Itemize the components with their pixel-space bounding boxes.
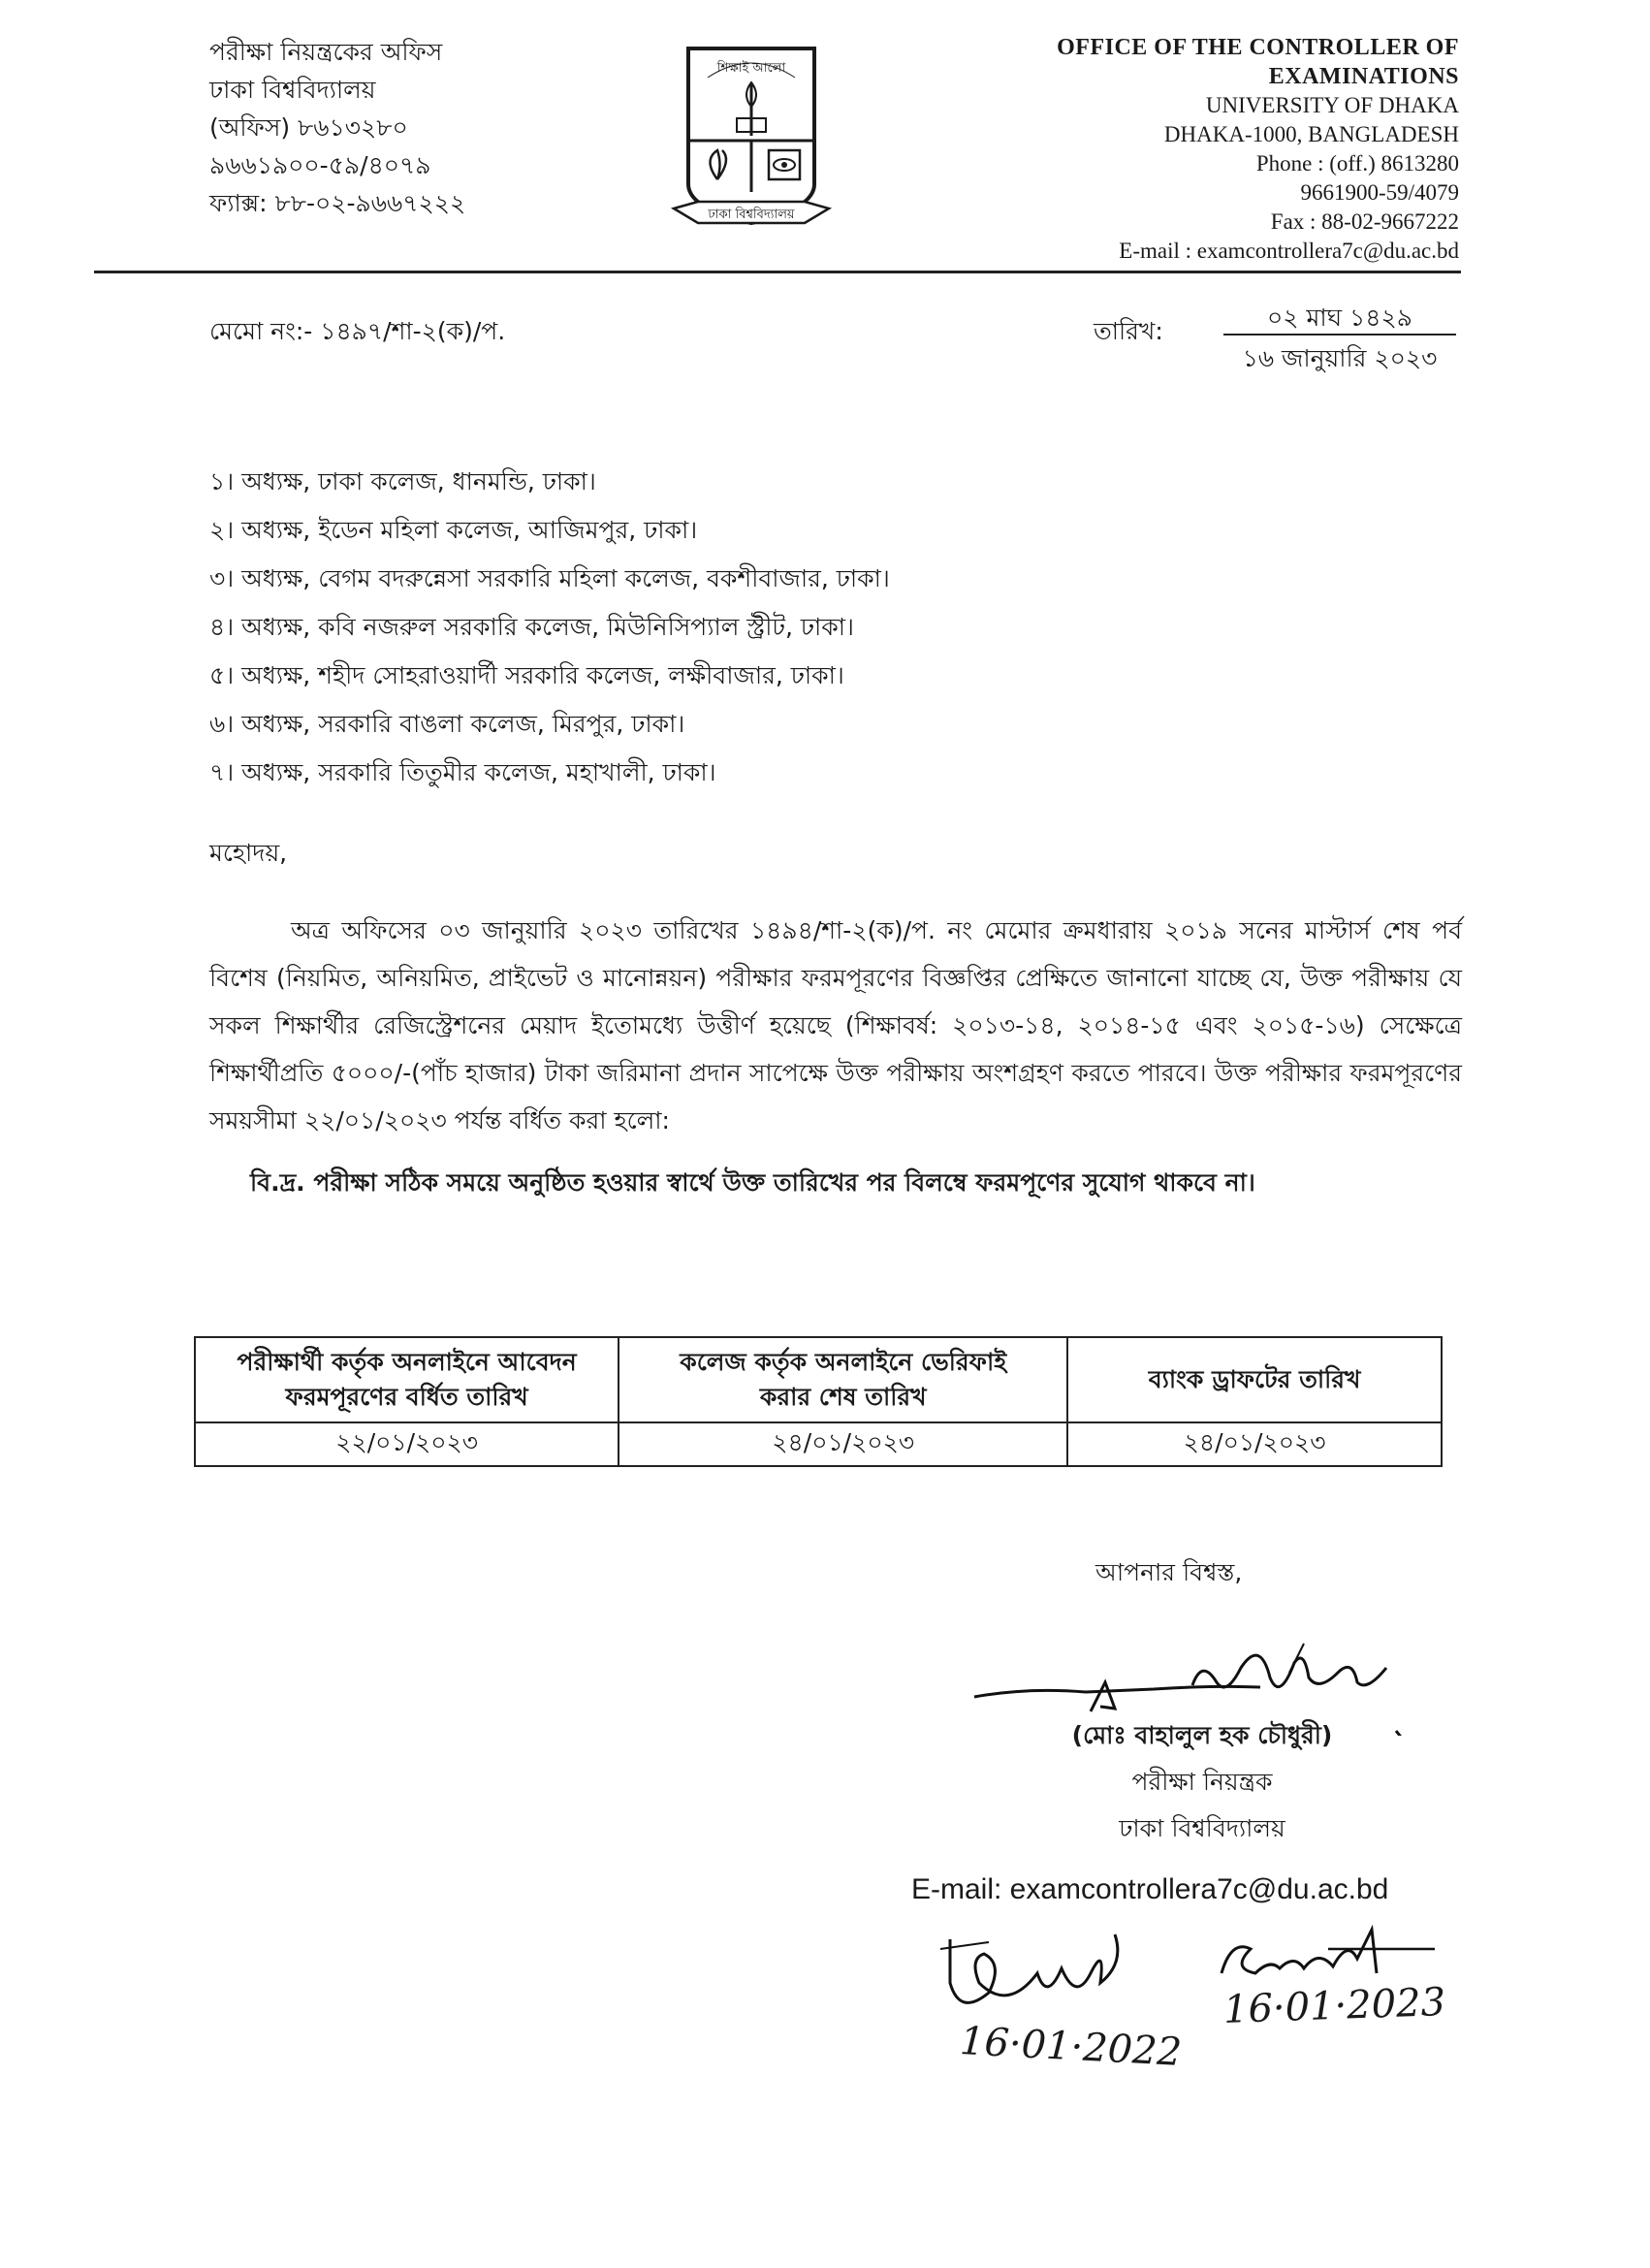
- header-line: (অফিস) ৮৬১৩২৮০: [209, 113, 408, 142]
- signatory-name: (মোঃ বাহালুল হক চৌধুরী): [1071, 1721, 1333, 1749]
- closing-yours: আপনার বিশ্বস্ত,: [1095, 1558, 1243, 1586]
- office-title: EXAMINATIONS: [1268, 64, 1459, 89]
- deadline-table: [194, 1336, 1443, 1467]
- date-bangla-calendar: ০২ মাঘ ১৪২৯: [1267, 303, 1412, 332]
- signatory-institution: ঢাকা বিশ্ববিদ্যালয়: [1119, 1814, 1285, 1842]
- important-note: বি.দ্র. পরীক্ষা সঠিক সময়ে অনুষ্ঠিত হওয়ার স্বার্থে উক্ত তারিখের পর বিলম্বে ফরমপূণের সুযোগ থাকবে না।: [250, 1168, 1255, 1197]
- table-cell: ২২/০১/২০২৩: [195, 1422, 619, 1466]
- recipient-item: ৬। অধ্যক্ষ, সরকারি বাঙলা কলেজ, মিরপুর, ঢাকা।: [209, 710, 685, 738]
- office-header-english: [916, 33, 1459, 266]
- date-divider: [1223, 334, 1456, 335]
- table-header-row: [195, 1337, 1442, 1422]
- header-line: ঢাকা বিশ্ববিদ্যালয়: [209, 76, 376, 104]
- header-line: DHAKA-1000, BANGLADESH: [1163, 122, 1459, 146]
- crest-banner: ঢাকা বিশ্ববিদ্যালয়: [708, 208, 795, 222]
- recipient-item: ৪। অধ্যক্ষ, কবি নজরুল সরকারি কলেজ, মিউনিসিপ্যাল স্ট্রীট, ঢাকা।: [209, 613, 854, 641]
- column-header-form-fillup: পরীক্ষার্থী কর্তৃক অনলাইনে আবেদন ফরমপূরণের বর্ধিত তারিখ: [195, 1337, 619, 1422]
- header-line: Phone : (off.) 8613280: [1255, 151, 1459, 176]
- header-divider: [94, 271, 1461, 273]
- handwritten-date: 16·01·2023: [1222, 1980, 1446, 2032]
- recipient-item: ৩। অধ্যক্ষ, বেগম বদরুন্নেসা সরকারি মহিলা কলেজ, বকশীবাজার, ঢাকা।: [209, 564, 890, 592]
- header-line: পরীক্ষা নিয়ন্ত্রকের অফিস: [209, 38, 443, 66]
- salutation: মহোদয়,: [209, 839, 288, 867]
- header-line: ফ্যাক্স: ৮৮-০২-৯৬৬৭২২২: [209, 189, 466, 217]
- signatory-designation: পরীক্ষা নিয়ন্ত্রক: [1131, 1768, 1273, 1796]
- column-header-bank-draft: ব্যাংক ড্রাফটের তারিখ: [1067, 1337, 1442, 1422]
- recipient-item: ৫। অধ্যক্ষ, শহীদ সোহরাওয়ার্দী সরকারি কলেজ, লক্ষীবাজার, ঢাকা।: [209, 661, 844, 689]
- column-header-college-verify: কলেজ কর্তৃক অনলাইনে ভেরিফাই করার শেষ তারিখ: [619, 1337, 1067, 1422]
- recipient-item: ১। অধ্যক্ষ, ঢাকা কলেজ, ধানমন্ডি, ঢাকা।: [209, 467, 596, 495]
- office-header-bangla: [209, 33, 617, 222]
- recipient-list: [209, 458, 1373, 797]
- header-email: E-mail : examcontrollera7c@du.ac.bd: [1119, 239, 1459, 263]
- recipient-item: ৭। অধ্যক্ষ, সরকারি তিতুমীর কলেজ, মহাখালী, ঢাকা।: [209, 758, 716, 786]
- recipient-item: ২। অধ্যক্ষ, ইডেন মহিলা কলেজ, আজিমপুর, ঢাকা।: [209, 516, 698, 544]
- header-line: UNIVERSITY OF DHAKA: [1205, 93, 1459, 117]
- date-label: তারিখ:: [1094, 317, 1163, 345]
- body-paragraph: অত্র অফিসের ০৩ জানুয়ারি ২০২৩ তারিখের ১৪৯৪/শা-২(ক)/প. নং মেমোর ক্রমধারায় ২০১৯ সনের মাস্টার্স শেষ পর্ব বিশেষ (নিয়মিত, অনিয়মিত, প্রাইভেট ও মানোন্নয়ন) পরীক্ষার ফরমপূরণের বিজ্ঞপ্তির প্রেক্ষিতে জানানো যাচ্ছে যে, উক্ত পরীক্ষায় যে সকল শিক্ষার্থীর রেজিস্ট্রেশনের মেয়াদ ইতোমধ্যে উত্তীর্ণ হয়েছে (শিক্ষাবর্ষ: ২০১৩-১৪, ২০১৪-১৫ এবং ২০১৫-১৬) সেক্ষেত্রে শিক্ষার্থীপ্রতি ৫০০০/-(পাঁচ হাজার) টাকা জরিমানা প্রদান সাপেক্ষে উক্ত পরীক্ষায় অংশগ্রহণ করতে পারবে। উক্ত পরীক্ষার ফরমপূরণের সময়সীমা ২২/০১/২০২৩ পর্যন্ত বর্ধিত করা হলো:: [209, 916, 1462, 1134]
- table-cell: ২৪/০১/২০২৩: [619, 1422, 1067, 1466]
- header-line: Fax : 88-02-9667222: [1270, 209, 1459, 234]
- handwritten-date: 16·01·2022: [958, 2019, 1184, 2075]
- table-cell: ২৪/০১/২০২৩: [1067, 1422, 1442, 1466]
- memo-number: মেমো নং:- ১৪৯৭/শা-২(ক)/প.: [209, 317, 506, 345]
- header-line: ৯৬৬১৯০০-৫৯/৪০৭৯: [209, 151, 431, 179]
- contact-email: E-mail: examcontrollera7c@du.ac.bd: [911, 1873, 1389, 1905]
- date-gregorian: ১৬ জানুয়ারি ২০২৩: [1242, 344, 1438, 372]
- table-row: [195, 1422, 1442, 1466]
- crest-motto: শিক্ষাই আলো: [716, 61, 786, 76]
- office-title: OFFICE OF THE CONTROLLER OF: [1057, 35, 1459, 60]
- header-line: 9661900-59/4079: [1300, 180, 1459, 205]
- university-crest-logo: [669, 39, 834, 233]
